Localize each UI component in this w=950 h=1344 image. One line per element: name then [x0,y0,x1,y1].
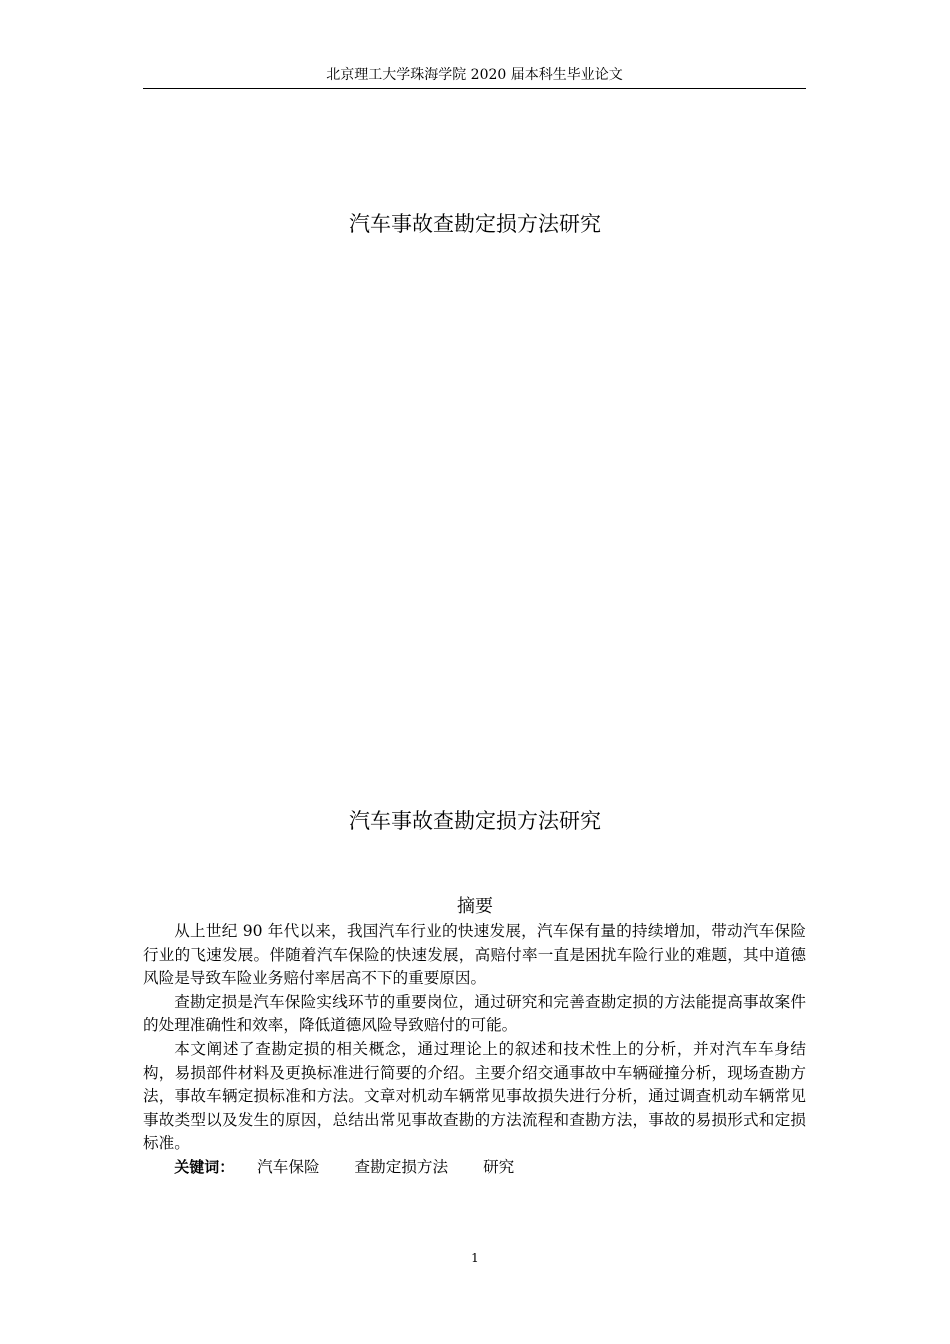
abstract-paragraph: 本文阐述了查勘定损的相关概念，通过理论上的叙述和技术性上的分析，并对汽车车身结构，易损部件材料及更换标准进行简要的介绍。主要介绍交通事故中车辆碰撞分析，现场查勘方法，事故车辆定损标准和方法。文章对机动车辆常见事故损失进行分析，通过调查机动车辆常见事故类型以及发生的原因，总结出常见事故查勘的方法流程和查勘方法，事故的易损形式和定损标准。 [143,1039,806,1153]
abstract-paragraph: 查勘定损是汽车保险实线环节的重要岗位，通过研究和完善查勘定损的方法能提高事故案件的处理准确性和效率，降低道德风险导致赔付的可能。 [143,992,806,1035]
keyword: 查勘定损方法 [354,1157,449,1176]
abstract-paragraph: 从上世纪 90 年代以来，我国汽车行业的快速发展，汽车保有量的持续增加，带动汽车保险行业的飞速发展。伴随着汽车保险的快速发展，高赔付率一直是困扰车险行业的难题，其中道德风险是导致车险业务赔付率居高不下的重要原因。 [143,922,806,988]
abstract-body [143,920,806,1180]
keywords-line [143,1156,806,1180]
cover-title: 汽车事故查勘定损方法研究 [349,212,601,236]
keyword: 研究 [483,1157,515,1176]
keyword: 汽车保险 [257,1157,320,1176]
page-header [143,66,806,89]
header-text: 北京理工大学珠海学院 2020 届本科生毕业论文 [326,67,623,83]
abstract-title: 汽车事故查勘定损方法研究 [349,809,601,833]
page-number: 1 [471,1251,479,1265]
abstract-heading: 摘要 [457,896,493,917]
keywords-label: 关键词： [174,1157,235,1176]
